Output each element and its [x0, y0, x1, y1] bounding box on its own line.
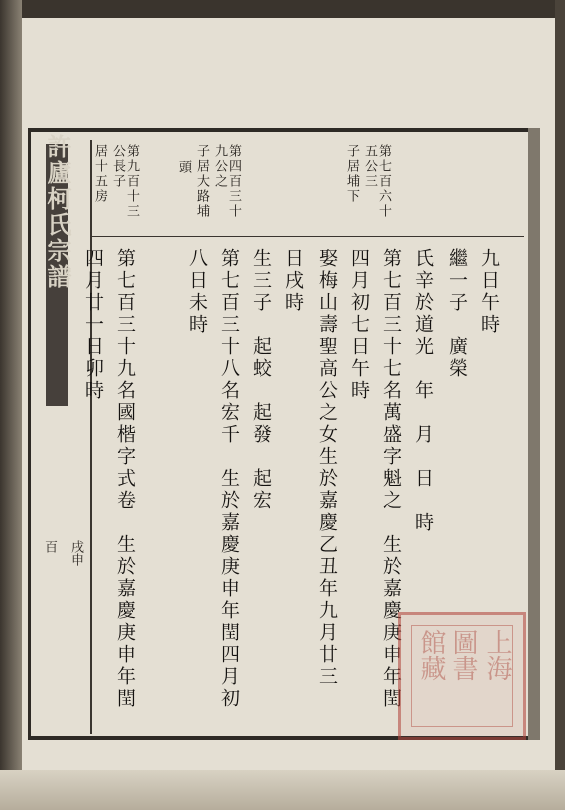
main-column-1: 九日午時 [478, 248, 500, 336]
seal-glyph-1: 上海 [482, 629, 512, 681]
register-divider-line [92, 236, 524, 237]
main-column-12: 四月廿一日卯時 [82, 248, 104, 402]
frame-right-band [528, 128, 540, 740]
main-column-4: 第七百三十七名萬盛字魁之 生於嘉慶庚申年閏 [380, 248, 402, 710]
bleed-through-text [260, 146, 281, 226]
upper-note-7: 居十五房 [92, 144, 107, 204]
upper-note-2: 子居埔下 [344, 144, 359, 204]
main-column-6: 娶梅山壽聖高公之女生於嘉慶乙丑年九月廿三 [316, 248, 338, 688]
page-bottom-edge [0, 770, 565, 810]
upper-note-4: 子居大路埔 [194, 144, 209, 219]
upper-note-6: 第九百十三公長子 [110, 144, 139, 219]
seal-glyph-2: 圖書 [448, 629, 478, 681]
main-column-2: 繼一子 廣榮 [446, 248, 468, 380]
main-column-7: 日戌時 [282, 248, 304, 314]
upper-note-5: 頭 [176, 160, 191, 175]
main-column-11: 第七百三十九名國楷字式卷 生於嘉慶庚申年閏 [114, 248, 136, 710]
page-top-edge [0, 0, 565, 18]
main-column-10: 八日未時 [186, 248, 208, 336]
upper-note-3: 第四百三十九公之 [212, 144, 241, 219]
page-left-edge [0, 0, 22, 810]
banxin-section: 百 [42, 540, 57, 553]
banxin-title: 許廬柯氏宗譜 [43, 134, 72, 290]
library-seal [398, 612, 526, 740]
main-column-8: 生三子 起蛟 起發 起宏 [250, 248, 272, 512]
main-column-5: 四月初七日午時 [348, 248, 370, 402]
main-column-3: 氏辛於道光 年 月 日 時 [412, 248, 434, 534]
seal-glyph-3: 館藏 [416, 629, 446, 681]
page-right-edge [555, 0, 565, 810]
upper-note-1: 第七百六十五公三 [362, 144, 391, 219]
main-column-9: 第七百三十八名宏千 生於嘉慶庚申年閏四月初 [218, 248, 240, 710]
banxin-page-number: 戌申 [68, 540, 83, 566]
